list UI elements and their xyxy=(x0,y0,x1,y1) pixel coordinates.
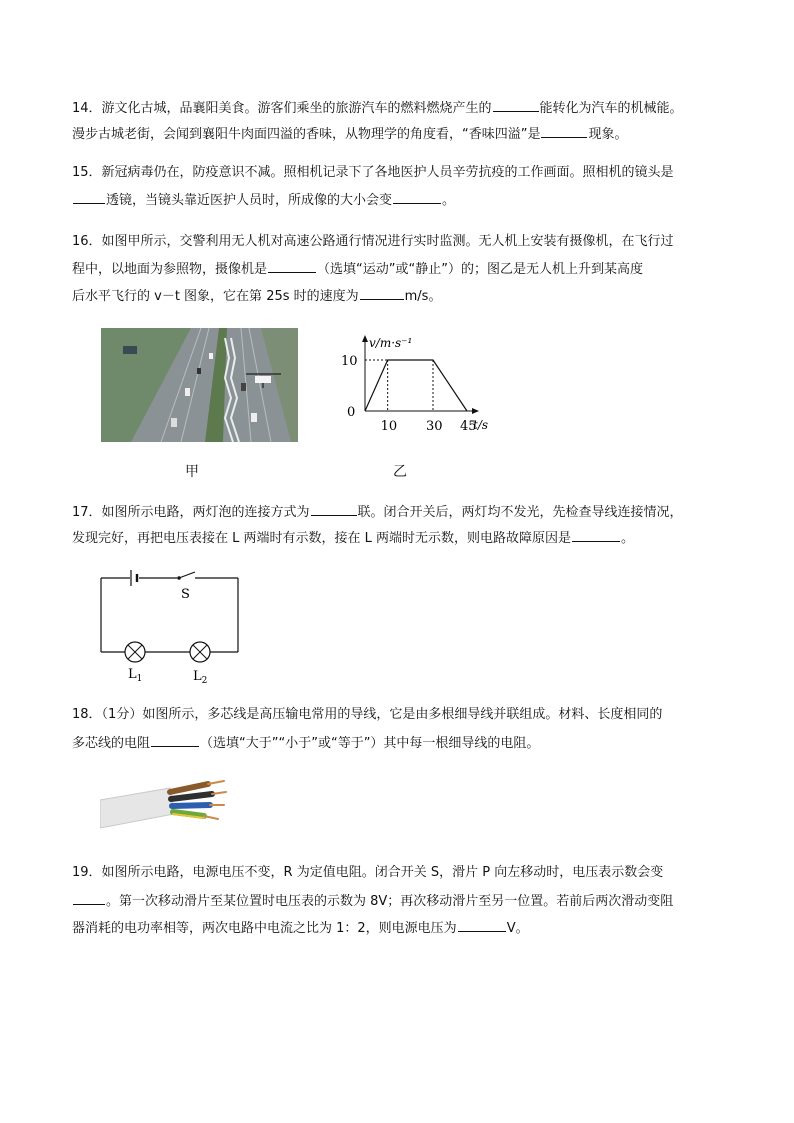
q19-line2 xyxy=(72,892,673,910)
answer-blank[interactable] xyxy=(151,734,199,747)
answer-blank[interactable] xyxy=(311,503,357,516)
answer-blank[interactable] xyxy=(541,125,587,138)
q14-text: 能转化为汽车的机械能。 xyxy=(539,101,683,116)
answer-blank[interactable] xyxy=(73,191,105,204)
q16-text: （选填“运动”或“静止”）的；图乙是无人机上升到某高度 xyxy=(317,262,643,277)
q15-text: 。 xyxy=(442,193,456,208)
answer-blank[interactable] xyxy=(268,260,316,273)
velocity-time-chart xyxy=(335,333,500,438)
y-axis-label: v/m·s⁻¹ xyxy=(369,336,413,350)
q18-line1 xyxy=(72,707,662,723)
q16-text: 后水平飞行的 v－t 图象，它在第 25s 时的速度为 xyxy=(72,289,359,304)
answer-blank[interactable] xyxy=(393,191,441,204)
q16-line2 xyxy=(72,260,643,278)
answer-blank[interactable] xyxy=(572,529,620,542)
q17-line1 xyxy=(72,503,683,521)
q19-text: 器消耗的电功率相等，两次电路中电流之比为 1：2，则电源电压为 xyxy=(72,921,457,936)
q15-text: 15．新冠病毒仍在，防疫意识不减。照相机记录下了各地医护人员辛劳抗疫的工作画面。照相机的镜头是 xyxy=(72,165,674,180)
lamp-icon xyxy=(190,642,210,662)
q16-line1 xyxy=(72,234,674,250)
q18-text: 18．（1分）如图所示，多芯线是高压输电常用的导线，它是由多根细导线并联组成。材料、长度相同的 xyxy=(72,707,663,722)
multicore-cable-photo xyxy=(100,770,230,840)
q14-text: 漫步古城老街，会闻到襄阳牛肉面四溢的香味，从物理学的角度看，“香味四溢”是 xyxy=(72,127,541,142)
q14-line2 xyxy=(72,125,628,143)
series-circuit-diagram xyxy=(95,568,245,686)
q19-text: 19．如图所示电路，电源电压不变，R 为定值电阻。闭合开关 S，滑片 P 向左移动时，电压表示数会变 xyxy=(72,865,664,880)
series-line xyxy=(365,360,467,411)
figure-caption-yi: 乙 xyxy=(393,464,407,480)
highway-drone-photo xyxy=(101,328,298,442)
x-tick-label: 10 xyxy=(380,419,398,434)
answer-blank[interactable] xyxy=(360,287,404,300)
lamp1-label: $L_1$ xyxy=(128,667,143,684)
x-tick-label: 30 xyxy=(426,419,443,434)
q19-text: 。第一次移动滑片至某位置时电压表的示数为 8V；再次移动滑片至另一位置。若前后两次滑动变阻 xyxy=(106,894,674,909)
q17-text: 发现完好，再把电压表接在 L 两端时有示数，接在 L 两端时无示数，则电路故障原因是 xyxy=(72,531,572,546)
q17-line2 xyxy=(72,529,634,547)
q18-text: 多芯线的电阻 xyxy=(72,736,151,751)
q17-text: 17．如图所示电路，两灯泡的连接方式为 xyxy=(72,505,310,520)
q15-text: 透镜，当镜头靠近医护人员时，所成像的大小会变 xyxy=(106,193,393,208)
q19-line1 xyxy=(72,865,663,881)
q14-line1 xyxy=(72,99,683,117)
q14-text: 现象。 xyxy=(588,127,628,142)
answer-blank[interactable] xyxy=(73,892,105,905)
switch-label: S xyxy=(181,587,190,602)
answer-blank[interactable] xyxy=(493,99,539,112)
battery-icon xyxy=(131,570,137,586)
q18-line2 xyxy=(72,734,539,752)
y-tick-label: 0 xyxy=(347,405,356,420)
q16-text: 程中，以地面为参照物，摄像机是 xyxy=(72,262,268,277)
q17-text: 。 xyxy=(621,531,635,546)
x-tick-label: 45 xyxy=(460,419,477,434)
q19-line3 xyxy=(72,919,529,937)
switch-icon xyxy=(177,572,195,580)
q18-text: （选填“大于”“小于”或“等于”）其中每一根细导线的电阻。 xyxy=(200,736,540,751)
y-axis-arrow xyxy=(362,335,368,342)
x-axis-arrow xyxy=(472,408,479,414)
answer-blank[interactable] xyxy=(458,919,506,932)
q17-text: 联。闭合开关后，两灯均不发光，先检查导线连接情况， xyxy=(357,505,683,520)
q15-line1 xyxy=(72,165,674,181)
q19-text: V。 xyxy=(506,921,529,936)
lamp2-label: $L_2$ xyxy=(193,669,208,686)
lamp-icon xyxy=(125,642,145,662)
figure-caption-jia: 甲 xyxy=(185,464,199,480)
q14-text: 14．游文化古城，品襄阳美食。游客们乘坐的旅游汽车的燃料燃烧产生的 xyxy=(72,101,492,116)
x-axis-label: t/s xyxy=(473,418,489,432)
q16-line3 xyxy=(72,287,441,305)
q15-line2 xyxy=(72,191,455,209)
y-tick-label: 10 xyxy=(341,354,358,369)
q16-text: 16．如图甲所示，交警利用无人机对高速公路通行情况进行实时监测。无人机上安装有摄像机，在飞行过 xyxy=(72,234,674,249)
q16-text: m/s。 xyxy=(404,289,442,304)
